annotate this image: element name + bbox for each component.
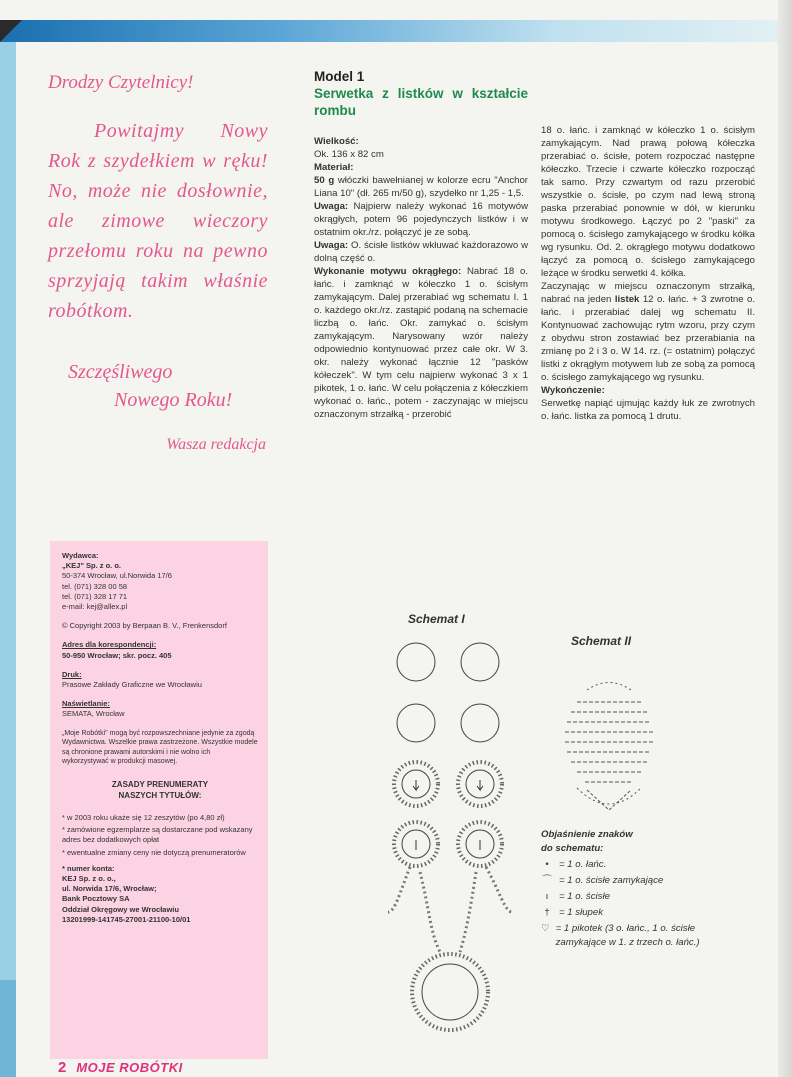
subscription-heading-1: ZASADY PRENUMERATY (111, 780, 209, 790)
double-crochet-icon: † (544, 907, 550, 918)
size-value: Ok. 136 x 82 cm (314, 149, 384, 160)
material-value: włóczki bawełnianej w kolorze ecru "Anchor Liana 10" (dł. 265 m/50 g), szydełko nr 1,25 - 1,5. (314, 175, 528, 199)
correspondence-block (62, 640, 258, 660)
top-color-band (0, 20, 792, 42)
list-item: * ewentualne zmiany ceny nie dotyczą prenumeratorów (62, 847, 246, 857)
print-value: Prasowe Zakłady Graficzne we Wrocławiu (62, 680, 202, 690)
exposure-heading: Naświetlanie: (62, 699, 110, 709)
note-2-value: O. ścisłe listków wkłuwać każdorazowo w dolną część o. (314, 240, 528, 264)
account-line: Oddział Okręgowy we Wrocławiu (62, 904, 179, 914)
legend-text: = 1 o. ścisłe (559, 891, 610, 902)
magazine-logo: MOJE ROBÓTKI (76, 1059, 183, 1075)
chain-stitch-icon: • (545, 859, 549, 870)
scheme-2-label: Schemat II (571, 634, 632, 648)
round-motif-value: Nabrać 18 o. łańc. i zamknąć w kółeczko 1 o. ścisłym zamykającym. Dalej przerabiać wg schematu I. 1 o. każdego okr./rz. zastąpić podaną na schemacie liczbą o. łańc. Okr. zamykać o. ścisłym zamykającym. Narysowany wzór należy odpowiednio kontynuować przez całe okr. W 3. okr. należy wykonać łącznie 12 "pasków kółeczek". W tym celu najpierw wykonać 3 x 1 pikotek, 1 o. łańc. W celu połączenia z kółeczkiem wykonać o. łańc., potem - zaczynając w miejscu oznaczonym strzałką - przerobić (314, 266, 528, 420)
material-label: Materiał: (314, 162, 354, 173)
account-line: KEJ Sp. z o. o., (62, 874, 116, 884)
publisher-name: „KEJ" Sp. z o. o. (62, 561, 121, 571)
corner-triangle (0, 20, 22, 42)
material-amount: 50 g (314, 175, 335, 186)
legend-text: = 1 o. ścisłe zamykające (559, 875, 664, 886)
page-spine-band-lower (0, 980, 16, 1077)
wish-line-2: Nowego Roku! (114, 389, 233, 411)
round-motif-paragraph (314, 265, 528, 421)
finish-value: Serwetkę napiąć ujmując każdy łuk ze zwrotnych o. łańc. listka za pomocą 1 drutu. (541, 398, 755, 422)
list-item: * w 2003 roku ukaże się 12 zeszytów (po 4,80 zł) (62, 813, 225, 823)
page-footer (58, 1058, 183, 1076)
greeting-wish (48, 358, 268, 414)
account-line: ul. Norwida 17/6, Wrocław; (62, 884, 157, 894)
ring-motif (397, 704, 435, 742)
article-column-1 (314, 70, 528, 421)
publisher-tel-2: tel. (071) 328 17 71 (62, 591, 128, 601)
list-item: * zamówione egzemplarze są dostarczane pod wskazany adres bez dodatkowych opłat (62, 825, 253, 845)
round-motif-label: Wykonanie motywu okrągłego: (314, 266, 462, 277)
ring-motif (397, 643, 435, 681)
continuation-paragraph: 18 o. łańc. i zamknąć w kółeczko 1 o. ścisłym zamykającym. Nad prawą połową kółeczka przerabiać o. ścisłe, potem rozpoczać następne kółeczko. Trzecie i czwarte kółeczko rozpocząć tak samo. Przy czwartym od razu przerobić wszystkie o. ścisłe, po czym nad lewą stroną paska przerabiać ponownie w dół, w kierunku motywu środkowego. Łączyć po 2 "paski" za pomocą o. ścisłego zamykającego w środku kółka wg rysunku. Od. 2. okrągłego motywu dodatkowo łączyć za pomocą o. ścisłego zamykającego leżące w środku serwetki 4. kółka. (541, 125, 755, 279)
legend-row (541, 858, 741, 872)
note-2 (314, 239, 528, 265)
subscription-heading (62, 779, 258, 801)
note-1 (314, 200, 528, 239)
greeting-signature: Wasza redakcja (166, 436, 266, 453)
print-heading: Druk: (62, 669, 82, 679)
account-line: Bank Pocztowy SA (62, 894, 130, 904)
legend-row (541, 922, 741, 950)
publisher-address: 50-374 Wrocław, ul.Norwida 17/6 (62, 571, 172, 581)
subscription-list (62, 813, 258, 858)
legend-text: = 1 słupek (559, 907, 604, 918)
wish-line-1: Szczęśliwego (68, 361, 173, 383)
article-column-2 (541, 124, 755, 423)
legend-row (541, 874, 741, 888)
legend-text: = 1 pikotek (3 o. łańc., 1 o. ścisłe zamykające w 1. z trzech o. łańc.) (555, 923, 700, 948)
print-block (62, 670, 258, 690)
account-line: 13201999-141745-27001-21100-10/01 (62, 914, 191, 924)
account-block (62, 864, 258, 925)
publisher-block (62, 551, 258, 612)
legend-text: = 1 o. łańc. (559, 859, 607, 870)
legend-row (541, 890, 741, 904)
editorial-greeting (48, 72, 268, 454)
subscription-heading-2: NASZYCH TYTUŁÓW: (118, 791, 202, 801)
ring-motif (461, 704, 499, 742)
legal-notice: „Moje Robótki" mogą być rozpowszechniane jedynie za zgodą Wydawnictwa. Wszelkie prawa zastrzeżone. Wszystkie modele są chronione prawami autorskimi i nie wolno ich wykorzystywać w produkcji masowej. (62, 729, 258, 766)
note-1-value: Najpierw należy wykonać 16 motywów okrągłych, potem 96 pojedynczych listków i w ostatnim okr./rz. połączyć je ze sobą. (314, 201, 528, 238)
exposure-value: SEMATA, Wrocław (62, 709, 125, 719)
leaf-bold: listek (614, 294, 640, 305)
correspondence-address: 50-950 Wrocław; skr. pocz. 405 (62, 650, 172, 660)
publisher-tel-1: tel. (071) 328 00 58 (62, 581, 128, 591)
publisher-email: e-mail: kej@allex.pl (62, 602, 128, 612)
leaf-paragraph (541, 280, 755, 384)
size-label: Wielkość: (314, 136, 359, 147)
finish-label: Wykończenie: (541, 385, 605, 396)
scheme-2-drawing (557, 670, 662, 820)
note-1-label: Uwaga: (314, 201, 349, 212)
note-2-label: Uwaga: (314, 240, 349, 251)
model-title: Model 1 (314, 69, 365, 84)
picot-icon: ♡ (541, 923, 550, 934)
stitched-motif (412, 954, 488, 1030)
slip-stitch-icon: ⌒ (542, 875, 552, 886)
scheme-1-drawing (370, 612, 540, 1052)
copyright-line: © Copyright 2003 by Berpaan B. V., Frenkensdorf (62, 621, 227, 631)
symbol-legend (541, 828, 741, 950)
publisher-heading: Wydawca: (62, 551, 99, 560)
publisher-imprint-box (50, 541, 268, 1059)
page-spine-band (0, 42, 16, 1077)
ring-motif (461, 643, 499, 681)
greeting-body: Powitajmy Nowy Rok z szydełkiem w ręku! No, może nie dosłownie, ale zimowe wieczory przełomu roku na pewno sprzyjają takim właśnie robótkom. (48, 120, 268, 322)
single-crochet-icon: ı (545, 891, 549, 902)
legend-title-2: do schematu: (541, 843, 604, 854)
correspondence-heading: Adres dla korespondencji: (62, 640, 157, 650)
page-number: 2 (58, 1058, 67, 1076)
material-paragraph (314, 174, 528, 200)
legend-row (541, 906, 741, 920)
greeting-title: Drodzy Czytelnicy! (48, 72, 194, 93)
model-subtitle: Serwetka z listków w kształcie rombu (314, 86, 528, 118)
account-heading: * numer konta: (62, 863, 115, 873)
scheme-1-label: Schemat I (408, 612, 465, 626)
legend-title-1: Objaśnienie znaków (541, 829, 633, 840)
scheme-1-diagram (370, 612, 540, 1052)
leaf-text-a: Zaczynając w miejscu oznaczonym strzałką, nabrać na jeden (541, 281, 755, 305)
leaf-text-b: 12 o. łańc. + 3 zwrotne o. łańc. i przerabiać dalej wg schematu II. Kontynuować zachowując rytm wzoru, przy czym z obydwu stron zostawiać bez przerabiania na zmianę po 2 i 3 o. W 14. rz. (= ostatnim) połączyć listki z okrągłym motywem lub ze sobą za pomocą o. ścisłego zamykającego wg rysunku. (541, 294, 755, 383)
exposure-block (62, 699, 258, 719)
page-edge-shadow (778, 0, 792, 1077)
